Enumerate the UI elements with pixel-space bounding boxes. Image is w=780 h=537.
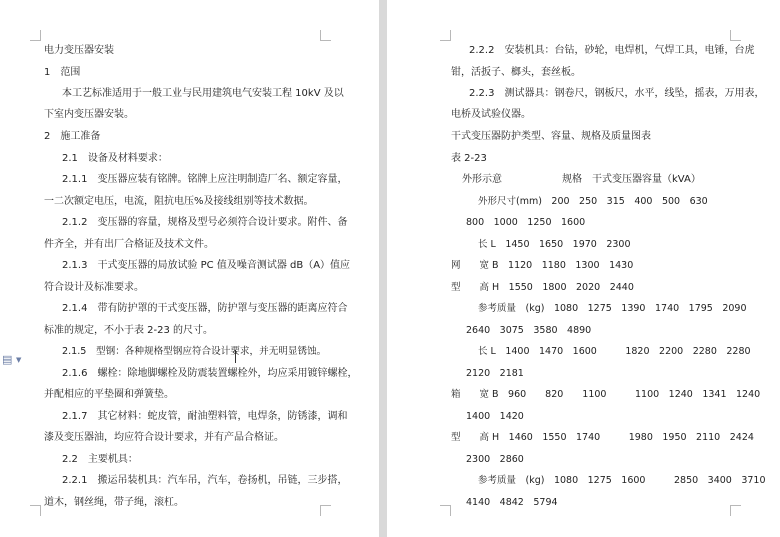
table-header: 外形示意 规格 干式变压器容量（kVA） — [462, 174, 701, 185]
crop-mark — [320, 505, 331, 516]
paragraph-line: 2.1.5 型钢：各种规格型钢应符合设计要求，并无明显锈蚀。 — [62, 346, 327, 357]
paragraph-line: 2.1.7 其它材料：蛇皮管，耐油塑料管，电焊条，防锈漆，调和 — [62, 411, 348, 422]
table-row: 长 L 1400 1470 1600 1820 2200 2280 2280 — [478, 346, 751, 357]
table-row: 参考质量 (kg) 1080 1275 1390 1740 1795 2090 — [478, 303, 747, 314]
table-row: 1400 1420 — [466, 411, 524, 422]
table-row: 型 高 H 1460 1550 1740 1980 1950 2110 2424 — [451, 432, 754, 443]
crop-mark — [440, 505, 451, 516]
table-row: 4140 4842 5794 — [466, 497, 558, 508]
paragraph-line: 2.1.1 变压器应装有铭牌。铭牌上应注明制造厂名、额定容量， — [62, 174, 348, 185]
paragraph-line: 2.1.4 带有防护罩的干式变压器，防护罩与变压器的距离应符合 — [62, 303, 348, 314]
section-heading: 2 施工准备 — [44, 131, 101, 142]
crop-mark — [730, 30, 741, 41]
paragraph-line: 2.1.6 螺栓：除地脚螺栓及防震装置螺栓外，均应采用镀锌螺栓， — [62, 368, 358, 379]
paragraph-line: 2.1.2 变压器的容量，规格及型号必须符合设计要求。附件、备 — [62, 217, 348, 228]
subsection-heading: 2.1 设备及材料要求： — [62, 153, 168, 164]
table-number: 表 2-23 — [451, 153, 487, 164]
paragraph-line: 下室内变压器安装。 — [44, 109, 134, 120]
table-row: 型 高 H 1550 1800 2020 2440 — [451, 282, 634, 293]
table-row: 2640 3075 3580 4890 — [466, 325, 592, 336]
document-note-icon[interactable]: ▤ — [2, 353, 13, 366]
table-title: 干式变压器防护类型、容量、规格及质量图表 — [451, 131, 651, 142]
paragraph-line: 一二次额定电压，电流，阻抗电压%及接线组别等技术数据。 — [44, 196, 314, 207]
paragraph-line: 电桥及试验仪器。 — [451, 109, 531, 120]
paragraph-line: 符合设计及标准要求。 — [44, 282, 144, 293]
crop-mark — [320, 30, 331, 41]
table-row: 箱 宽 B 960 820 1100 1100 1240 1341 1240 — [451, 389, 761, 400]
paragraph-line: 漆及变压器油，均应符合设计要求，并有产品合格证。 — [44, 432, 284, 443]
paragraph-line: 2.2.3 测试器具：钢卷尺，钢板尺，水平，线坠，摇表，万用表， — [469, 88, 765, 99]
paragraph-line: 2.2.2 安装机具：台钻，砂轮，电焊机，气焊工具，电锤，台虎 — [469, 45, 755, 56]
paragraph-line: 本工艺标准适用于一般工业与民用建筑电气安装工程 10kV 及以 — [62, 88, 344, 99]
crop-mark — [730, 505, 741, 516]
page-gap — [379, 0, 387, 537]
table-row: 长 L 1450 1650 1970 2300 — [478, 239, 631, 250]
crop-mark — [30, 30, 41, 41]
chevron-down-icon[interactable]: ▼ — [16, 356, 22, 364]
section-heading: 1 范围 — [44, 67, 81, 78]
paragraph-line: 2.1.3 干式变压器的局放试验 PC 值及噪音测试器 dB（A）值应 — [62, 260, 351, 271]
paragraph-line: 并配相应的平垫圈和弹簧垫。 — [44, 389, 174, 400]
table-row: 2120 2181 — [466, 368, 524, 379]
paragraph-line: 件齐全，并有出厂合格证及技术文件。 — [44, 239, 214, 250]
table-row: 800 1000 1250 1600 — [466, 217, 586, 228]
table-row: 2300 2860 — [466, 454, 524, 465]
paragraph-line: 标准的规定，不小于表 2-23 的尺寸。 — [44, 325, 214, 336]
table-row: 参考质量 (kg) 1080 1275 1600 2850 3400 3710 — [478, 475, 766, 486]
doc-title: 电力变压器安装 — [44, 45, 114, 56]
paragraph-line: 钳，活扳子、榔头，套丝板。 — [451, 67, 581, 78]
table-row: 外形尺寸(mm) 200 250 315 400 500 630 — [478, 196, 708, 207]
table-row: 网 宽 B 1120 1180 1300 1430 — [451, 260, 634, 271]
crop-mark — [30, 505, 41, 516]
subsection-heading: 2.2 主要机具： — [62, 454, 138, 465]
paragraph-line: 2.2.1 搬运吊装机具：汽车吊，汽车，卷扬机，吊链，三步搭， — [62, 475, 348, 486]
crop-mark — [440, 30, 451, 41]
paragraph-line: 道木，钢丝绳，带子绳，滚杠。 — [44, 497, 184, 508]
